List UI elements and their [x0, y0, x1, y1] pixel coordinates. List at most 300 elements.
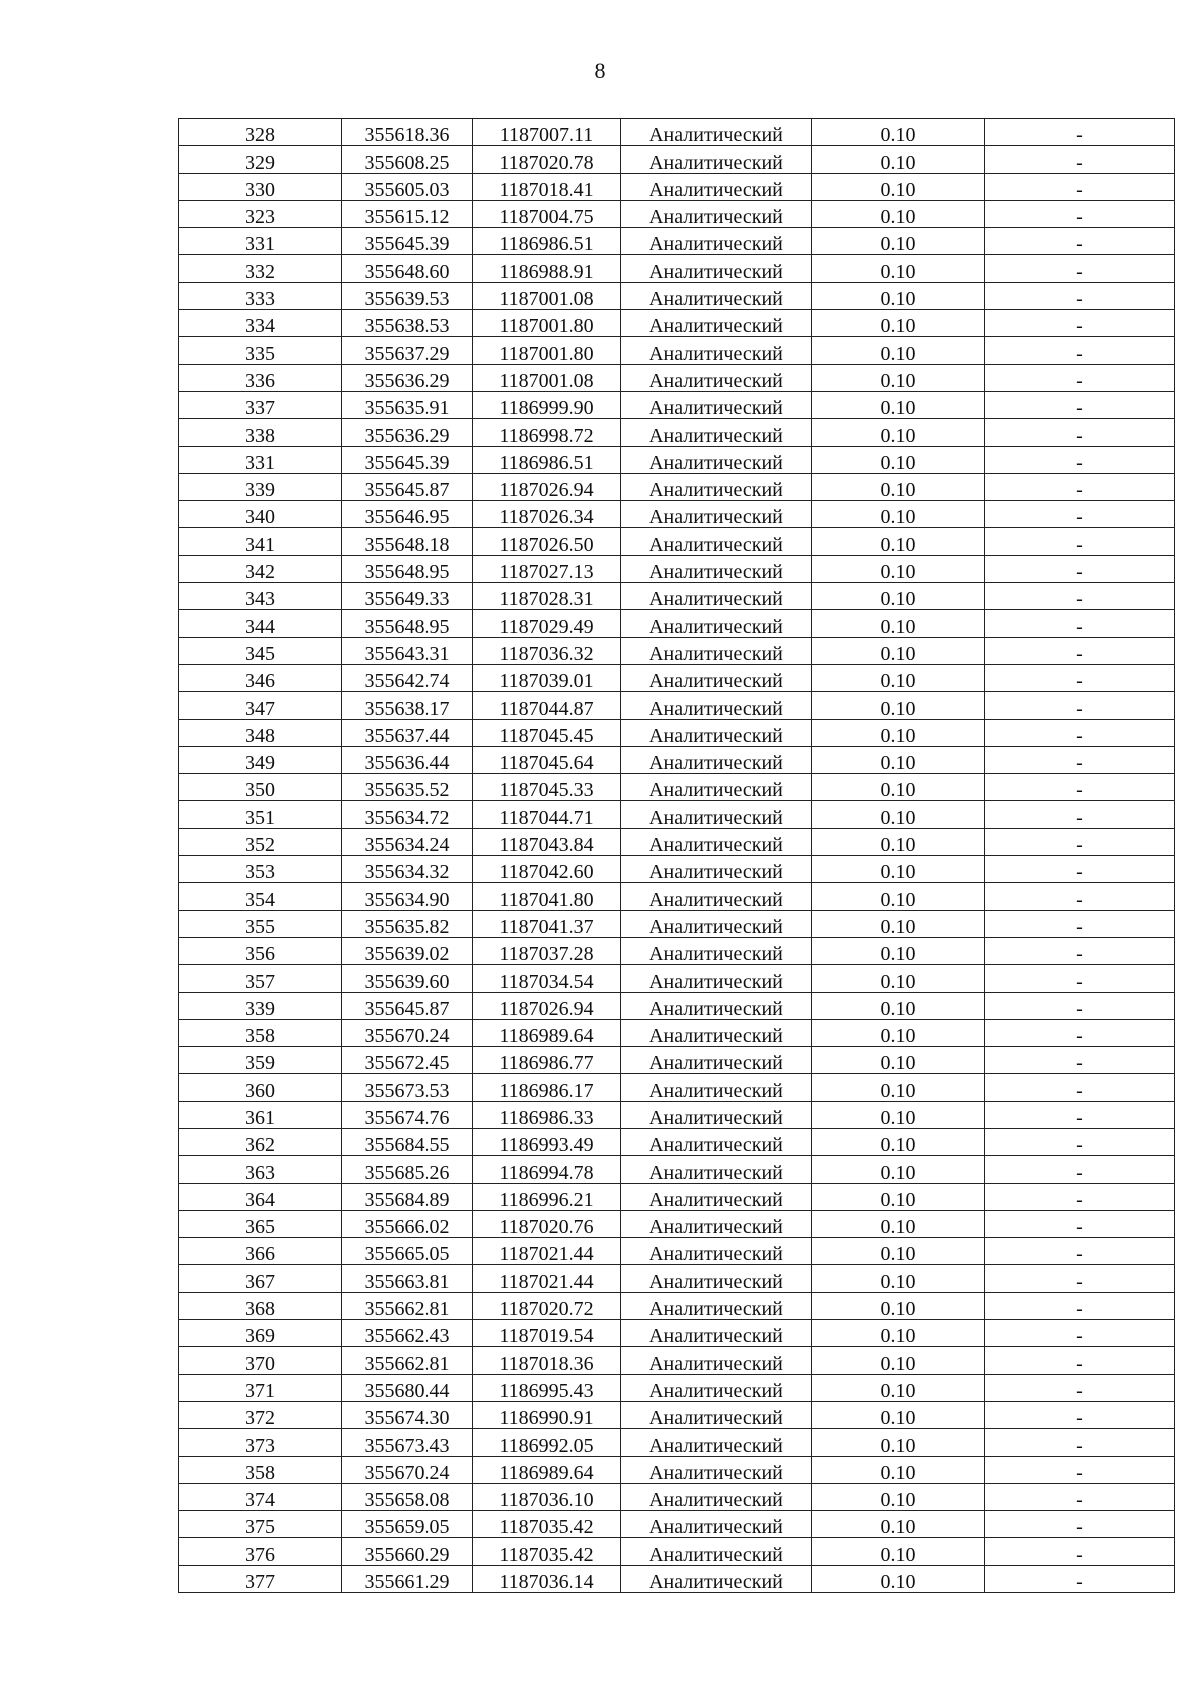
point-number-cell: 333	[179, 282, 342, 309]
point-number-cell: 353	[179, 856, 342, 883]
x-coordinate-cell: 355658.08	[342, 1483, 473, 1510]
x-coordinate-cell: 355615.12	[342, 200, 473, 227]
x-coordinate-cell: 355638.53	[342, 310, 473, 337]
table-row	[179, 1401, 1175, 1428]
point-number-cell: 375	[179, 1511, 342, 1538]
table-row	[179, 828, 1175, 855]
note-cell: -	[985, 391, 1175, 418]
table-row	[179, 228, 1175, 255]
method-cell: Аналитический	[621, 937, 812, 964]
x-coordinate-cell: 355639.02	[342, 937, 473, 964]
coordinates-table-body	[179, 119, 1175, 1593]
table-row	[179, 555, 1175, 582]
accuracy-cell: 0.10	[812, 1374, 985, 1401]
accuracy-cell: 0.10	[812, 965, 985, 992]
method-cell: Аналитический	[621, 1210, 812, 1237]
y-coordinate-cell: 1186989.64	[473, 1456, 621, 1483]
accuracy-cell: 0.10	[812, 255, 985, 282]
x-coordinate-cell: 355639.60	[342, 965, 473, 992]
y-coordinate-cell: 1186986.51	[473, 228, 621, 255]
y-coordinate-cell: 1187035.42	[473, 1511, 621, 1538]
note-cell: -	[985, 664, 1175, 691]
y-coordinate-cell: 1187039.01	[473, 664, 621, 691]
point-number-cell: 359	[179, 1047, 342, 1074]
x-coordinate-cell: 355648.60	[342, 255, 473, 282]
y-coordinate-cell: 1187027.13	[473, 555, 621, 582]
x-coordinate-cell: 355645.87	[342, 992, 473, 1019]
accuracy-cell: 0.10	[812, 119, 985, 146]
accuracy-cell: 0.10	[812, 1483, 985, 1510]
point-number-cell: 357	[179, 965, 342, 992]
note-cell: -	[985, 1538, 1175, 1565]
accuracy-cell: 0.10	[812, 1511, 985, 1538]
method-cell: Аналитический	[621, 310, 812, 337]
note-cell: -	[985, 1401, 1175, 1428]
note-cell: -	[985, 856, 1175, 883]
note-cell: -	[985, 528, 1175, 555]
accuracy-cell: 0.10	[812, 1183, 985, 1210]
y-coordinate-cell: 1186998.72	[473, 419, 621, 446]
method-cell: Аналитический	[621, 1374, 812, 1401]
y-coordinate-cell: 1187026.94	[473, 473, 621, 500]
y-coordinate-cell: 1186986.17	[473, 1074, 621, 1101]
point-number-cell: 329	[179, 146, 342, 173]
x-coordinate-cell: 355659.05	[342, 1511, 473, 1538]
method-cell: Аналитический	[621, 692, 812, 719]
point-number-cell: 339	[179, 992, 342, 1019]
table-row	[179, 1374, 1175, 1401]
table-row	[179, 446, 1175, 473]
y-coordinate-cell: 1187026.50	[473, 528, 621, 555]
y-coordinate-cell: 1187041.80	[473, 883, 621, 910]
table-row	[179, 583, 1175, 610]
point-number-cell: 328	[179, 119, 342, 146]
point-number-cell: 342	[179, 555, 342, 582]
page-number: 8	[594, 58, 606, 83]
accuracy-cell: 0.10	[812, 555, 985, 582]
accuracy-cell: 0.10	[812, 992, 985, 1019]
x-coordinate-cell: 355648.95	[342, 610, 473, 637]
accuracy-cell: 0.10	[812, 1019, 985, 1046]
table-row	[179, 1210, 1175, 1237]
point-number-cell: 334	[179, 310, 342, 337]
method-cell: Аналитический	[621, 119, 812, 146]
note-cell: -	[985, 146, 1175, 173]
table-row	[179, 965, 1175, 992]
table-row	[179, 1429, 1175, 1456]
method-cell: Аналитический	[621, 1320, 812, 1347]
point-number-cell: 372	[179, 1401, 342, 1428]
x-coordinate-cell: 355673.43	[342, 1429, 473, 1456]
x-coordinate-cell: 355660.29	[342, 1538, 473, 1565]
table-row	[179, 801, 1175, 828]
x-coordinate-cell: 355637.29	[342, 337, 473, 364]
accuracy-cell: 0.10	[812, 446, 985, 473]
y-coordinate-cell: 1187043.84	[473, 828, 621, 855]
y-coordinate-cell: 1187001.08	[473, 364, 621, 391]
note-cell: -	[985, 1265, 1175, 1292]
point-number-cell: 336	[179, 364, 342, 391]
method-cell: Аналитический	[621, 610, 812, 637]
method-cell: Аналитический	[621, 1074, 812, 1101]
note-cell: -	[985, 1128, 1175, 1155]
accuracy-cell: 0.10	[812, 1101, 985, 1128]
table-row	[179, 937, 1175, 964]
note-cell: -	[985, 692, 1175, 719]
point-number-cell: 340	[179, 501, 342, 528]
note-cell: -	[985, 282, 1175, 309]
x-coordinate-cell: 355636.44	[342, 746, 473, 773]
x-coordinate-cell: 355665.05	[342, 1238, 473, 1265]
x-coordinate-cell: 355648.95	[342, 555, 473, 582]
method-cell: Аналитический	[621, 146, 812, 173]
y-coordinate-cell: 1187020.72	[473, 1292, 621, 1319]
method-cell: Аналитический	[621, 473, 812, 500]
x-coordinate-cell: 355662.81	[342, 1292, 473, 1319]
note-cell: -	[985, 719, 1175, 746]
point-number-cell: 346	[179, 664, 342, 691]
note-cell: -	[985, 746, 1175, 773]
x-coordinate-cell: 355635.91	[342, 391, 473, 418]
table-row	[179, 774, 1175, 801]
note-cell: -	[985, 555, 1175, 582]
table-row	[179, 637, 1175, 664]
x-coordinate-cell: 355634.24	[342, 828, 473, 855]
y-coordinate-cell: 1186993.49	[473, 1128, 621, 1155]
accuracy-cell: 0.10	[812, 1538, 985, 1565]
point-number-cell: 330	[179, 173, 342, 200]
x-coordinate-cell: 355661.29	[342, 1565, 473, 1592]
point-number-cell: 374	[179, 1483, 342, 1510]
table-row	[179, 1320, 1175, 1347]
note-cell: -	[985, 1074, 1175, 1101]
method-cell: Аналитический	[621, 1019, 812, 1046]
point-number-cell: 347	[179, 692, 342, 719]
table-row	[179, 310, 1175, 337]
point-number-cell: 344	[179, 610, 342, 637]
note-cell: -	[985, 1019, 1175, 1046]
x-coordinate-cell: 355639.53	[342, 282, 473, 309]
y-coordinate-cell: 1187007.11	[473, 119, 621, 146]
note-cell: -	[985, 828, 1175, 855]
note-cell: -	[985, 637, 1175, 664]
y-coordinate-cell: 1187026.94	[473, 992, 621, 1019]
accuracy-cell: 0.10	[812, 746, 985, 773]
y-coordinate-cell: 1187044.71	[473, 801, 621, 828]
x-coordinate-cell: 355637.44	[342, 719, 473, 746]
method-cell: Аналитический	[621, 1238, 812, 1265]
accuracy-cell: 0.10	[812, 473, 985, 500]
note-cell: -	[985, 1156, 1175, 1183]
table-row	[179, 1101, 1175, 1128]
x-coordinate-cell: 355642.74	[342, 664, 473, 691]
table-row	[179, 419, 1175, 446]
note-cell: -	[985, 255, 1175, 282]
note-cell: -	[985, 1320, 1175, 1347]
note-cell: -	[985, 419, 1175, 446]
y-coordinate-cell: 1187045.64	[473, 746, 621, 773]
y-coordinate-cell: 1187029.49	[473, 610, 621, 637]
method-cell: Аналитический	[621, 856, 812, 883]
y-coordinate-cell: 1187041.37	[473, 910, 621, 937]
y-coordinate-cell: 1187034.54	[473, 965, 621, 992]
accuracy-cell: 0.10	[812, 664, 985, 691]
accuracy-cell: 0.10	[812, 856, 985, 883]
accuracy-cell: 0.10	[812, 1238, 985, 1265]
method-cell: Аналитический	[621, 1347, 812, 1374]
y-coordinate-cell: 1186999.90	[473, 391, 621, 418]
x-coordinate-cell: 355605.03	[342, 173, 473, 200]
point-number-cell: 349	[179, 746, 342, 773]
point-number-cell: 366	[179, 1238, 342, 1265]
point-number-cell: 348	[179, 719, 342, 746]
note-cell: -	[985, 446, 1175, 473]
y-coordinate-cell: 1186996.21	[473, 1183, 621, 1210]
method-cell: Аналитический	[621, 337, 812, 364]
accuracy-cell: 0.10	[812, 1347, 985, 1374]
table-row	[179, 719, 1175, 746]
point-number-cell: 337	[179, 391, 342, 418]
note-cell: -	[985, 883, 1175, 910]
table-row	[179, 146, 1175, 173]
x-coordinate-cell: 355646.95	[342, 501, 473, 528]
note-cell: -	[985, 501, 1175, 528]
x-coordinate-cell: 355645.87	[342, 473, 473, 500]
table-row	[179, 391, 1175, 418]
table-row	[179, 610, 1175, 637]
table-row	[179, 883, 1175, 910]
point-number-cell: 373	[179, 1429, 342, 1456]
y-coordinate-cell: 1186989.64	[473, 1019, 621, 1046]
accuracy-cell: 0.10	[812, 1565, 985, 1592]
point-number-cell: 361	[179, 1101, 342, 1128]
point-number-cell: 365	[179, 1210, 342, 1237]
method-cell: Аналитический	[621, 1401, 812, 1428]
y-coordinate-cell: 1187036.10	[473, 1483, 621, 1510]
accuracy-cell: 0.10	[812, 528, 985, 555]
accuracy-cell: 0.10	[812, 1210, 985, 1237]
x-coordinate-cell: 355636.29	[342, 364, 473, 391]
table-row	[179, 1128, 1175, 1155]
table-row	[179, 364, 1175, 391]
x-coordinate-cell: 355608.25	[342, 146, 473, 173]
note-cell: -	[985, 1210, 1175, 1237]
point-number-cell: 370	[179, 1347, 342, 1374]
x-coordinate-cell: 355645.39	[342, 446, 473, 473]
point-number-cell: 335	[179, 337, 342, 364]
method-cell: Аналитический	[621, 446, 812, 473]
table-row	[179, 1565, 1175, 1592]
note-cell: -	[985, 1511, 1175, 1538]
accuracy-cell: 0.10	[812, 419, 985, 446]
point-number-cell: 352	[179, 828, 342, 855]
point-number-cell: 367	[179, 1265, 342, 1292]
y-coordinate-cell: 1187028.31	[473, 583, 621, 610]
y-coordinate-cell: 1186994.78	[473, 1156, 621, 1183]
table-row	[179, 119, 1175, 146]
table-row	[179, 1047, 1175, 1074]
note-cell: -	[985, 583, 1175, 610]
x-coordinate-cell: 355662.81	[342, 1347, 473, 1374]
table-row	[179, 255, 1175, 282]
note-cell: -	[985, 200, 1175, 227]
accuracy-cell: 0.10	[812, 828, 985, 855]
y-coordinate-cell: 1187036.14	[473, 1565, 621, 1592]
accuracy-cell: 0.10	[812, 1401, 985, 1428]
note-cell: -	[985, 1374, 1175, 1401]
method-cell: Аналитический	[621, 583, 812, 610]
method-cell: Аналитический	[621, 1183, 812, 1210]
table-row	[179, 1238, 1175, 1265]
y-coordinate-cell: 1187020.76	[473, 1210, 621, 1237]
x-coordinate-cell: 355635.52	[342, 774, 473, 801]
y-coordinate-cell: 1187042.60	[473, 856, 621, 883]
x-coordinate-cell: 355670.24	[342, 1456, 473, 1483]
method-cell: Аналитический	[621, 1511, 812, 1538]
y-coordinate-cell: 1186986.77	[473, 1047, 621, 1074]
x-coordinate-cell: 355674.76	[342, 1101, 473, 1128]
method-cell: Аналитический	[621, 282, 812, 309]
point-number-cell: 331	[179, 446, 342, 473]
method-cell: Аналитический	[621, 255, 812, 282]
accuracy-cell: 0.10	[812, 1292, 985, 1319]
point-number-cell: 332	[179, 255, 342, 282]
accuracy-cell: 0.10	[812, 692, 985, 719]
note-cell: -	[985, 774, 1175, 801]
accuracy-cell: 0.10	[812, 1456, 985, 1483]
point-number-cell: 376	[179, 1538, 342, 1565]
method-cell: Аналитический	[621, 391, 812, 418]
point-number-cell: 341	[179, 528, 342, 555]
accuracy-cell: 0.10	[812, 391, 985, 418]
x-coordinate-cell: 355684.55	[342, 1128, 473, 1155]
table-row	[179, 1538, 1175, 1565]
table-row	[179, 1347, 1175, 1374]
table-row	[179, 200, 1175, 227]
x-coordinate-cell: 355634.32	[342, 856, 473, 883]
method-cell: Аналитический	[621, 555, 812, 582]
method-cell: Аналитический	[621, 1265, 812, 1292]
method-cell: Аналитический	[621, 910, 812, 937]
table-row	[179, 1074, 1175, 1101]
point-number-cell: 364	[179, 1183, 342, 1210]
y-coordinate-cell: 1186988.91	[473, 255, 621, 282]
method-cell: Аналитический	[621, 992, 812, 1019]
point-number-cell: 360	[179, 1074, 342, 1101]
method-cell: Аналитический	[621, 1565, 812, 1592]
note-cell: -	[985, 310, 1175, 337]
table-row	[179, 1019, 1175, 1046]
table-row	[179, 692, 1175, 719]
y-coordinate-cell: 1187001.80	[473, 337, 621, 364]
table-row	[179, 1511, 1175, 1538]
note-cell: -	[985, 1456, 1175, 1483]
table-row	[179, 664, 1175, 691]
x-coordinate-cell: 355648.18	[342, 528, 473, 555]
point-number-cell: 368	[179, 1292, 342, 1319]
x-coordinate-cell: 355680.44	[342, 1374, 473, 1401]
note-cell: -	[985, 1183, 1175, 1210]
point-number-cell: 377	[179, 1565, 342, 1592]
accuracy-cell: 0.10	[812, 1265, 985, 1292]
note-cell: -	[985, 965, 1175, 992]
accuracy-cell: 0.10	[812, 282, 985, 309]
note-cell: -	[985, 801, 1175, 828]
table-row	[179, 501, 1175, 528]
x-coordinate-cell: 355645.39	[342, 228, 473, 255]
point-number-cell: 343	[179, 583, 342, 610]
y-coordinate-cell: 1187021.44	[473, 1265, 621, 1292]
method-cell: Аналитический	[621, 746, 812, 773]
y-coordinate-cell: 1187026.34	[473, 501, 621, 528]
table-row	[179, 1183, 1175, 1210]
table-row	[179, 992, 1175, 1019]
method-cell: Аналитический	[621, 1483, 812, 1510]
note-cell: -	[985, 610, 1175, 637]
method-cell: Аналитический	[621, 200, 812, 227]
accuracy-cell: 0.10	[812, 583, 985, 610]
accuracy-cell: 0.10	[812, 1320, 985, 1347]
point-number-cell: 362	[179, 1128, 342, 1155]
method-cell: Аналитический	[621, 1429, 812, 1456]
point-number-cell: 345	[179, 637, 342, 664]
y-coordinate-cell: 1186992.05	[473, 1429, 621, 1456]
point-number-cell: 350	[179, 774, 342, 801]
method-cell: Аналитический	[621, 528, 812, 555]
method-cell: Аналитический	[621, 719, 812, 746]
x-coordinate-cell: 355673.53	[342, 1074, 473, 1101]
method-cell: Аналитический	[621, 501, 812, 528]
y-coordinate-cell: 1187018.41	[473, 173, 621, 200]
table-row	[179, 746, 1175, 773]
accuracy-cell: 0.10	[812, 937, 985, 964]
note-cell: -	[985, 1292, 1175, 1319]
point-number-cell: 323	[179, 200, 342, 227]
y-coordinate-cell: 1187001.80	[473, 310, 621, 337]
x-coordinate-cell: 355662.43	[342, 1320, 473, 1347]
x-coordinate-cell: 355634.90	[342, 883, 473, 910]
note-cell: -	[985, 1238, 1175, 1265]
method-cell: Аналитический	[621, 1538, 812, 1565]
note-cell: -	[985, 1429, 1175, 1456]
point-number-cell: 355	[179, 910, 342, 937]
note-cell: -	[985, 337, 1175, 364]
table-row	[179, 1456, 1175, 1483]
x-coordinate-cell: 355649.33	[342, 583, 473, 610]
y-coordinate-cell: 1186995.43	[473, 1374, 621, 1401]
x-coordinate-cell: 355663.81	[342, 1265, 473, 1292]
method-cell: Аналитический	[621, 1156, 812, 1183]
accuracy-cell: 0.10	[812, 774, 985, 801]
y-coordinate-cell: 1187019.54	[473, 1320, 621, 1347]
y-coordinate-cell: 1187020.78	[473, 146, 621, 173]
accuracy-cell: 0.10	[812, 173, 985, 200]
table-row	[179, 173, 1175, 200]
y-coordinate-cell: 1187021.44	[473, 1238, 621, 1265]
method-cell: Аналитический	[621, 637, 812, 664]
method-cell: Аналитический	[621, 419, 812, 446]
x-coordinate-cell: 355618.36	[342, 119, 473, 146]
accuracy-cell: 0.10	[812, 310, 985, 337]
note-cell: -	[985, 1483, 1175, 1510]
point-number-cell: 338	[179, 419, 342, 446]
y-coordinate-cell: 1186986.51	[473, 446, 621, 473]
point-number-cell: 363	[179, 1156, 342, 1183]
accuracy-cell: 0.10	[812, 801, 985, 828]
method-cell: Аналитический	[621, 364, 812, 391]
x-coordinate-cell: 355635.82	[342, 910, 473, 937]
method-cell: Аналитический	[621, 801, 812, 828]
